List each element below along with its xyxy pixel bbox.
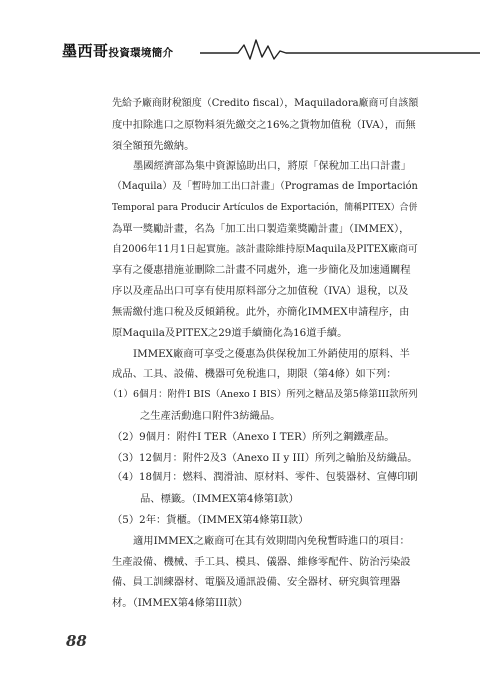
body-line: 度中扣除進口之原物料須先繳交之16%之貨物加值稅（IVA），而無 bbox=[112, 118, 416, 131]
list-item: （5）2年：貨櫃。（IMMEX第4條第II款） bbox=[112, 513, 309, 526]
body-line: 材。（IMMEX第4條第III款） bbox=[112, 597, 248, 610]
body-line: 原Maquila及PITEX之29道手續簡化為16道手續。 bbox=[112, 326, 348, 339]
page-header bbox=[60, 36, 420, 62]
body-line: Temporal para Producir Artículos de Exportación，簡稱PITEX）合併 bbox=[112, 202, 418, 213]
body-line: 墨國經濟部為集中資源協助出口，將原「保稅加工出口計畫」 bbox=[133, 160, 412, 173]
body-line: 自2006年11月1日起實施。該計畫除維持原Maquila及PITEX廠商可 bbox=[112, 243, 418, 255]
body-line: 為單一獎勵計畫，名為「加工出口製造業獎勵計畫」（IMMEX）， bbox=[112, 222, 410, 235]
body-line: 享有之優惠措施並刪除二計畫不同處外，進一步簡化及加速通關程 bbox=[112, 264, 411, 277]
body-line: 備、員工訓練器材、電腦及通訊設備、安全器材、研究與管理器 bbox=[112, 576, 401, 589]
list-item-continuation: 品、標籤。（IMMEX第4條第I款） bbox=[140, 493, 299, 506]
header-title bbox=[62, 40, 173, 61]
list-item: （3）12個月：附件2及3（Anexo II y III）所列之輪胎及紡織品。 bbox=[112, 451, 418, 464]
list-item: （2）9個月：附件I TER（Anexo I TER）所列之鋼鐵產品。 bbox=[112, 430, 395, 443]
body-line: （Maquila）及「暫時加工出口計畫」（Programas de Importación bbox=[112, 181, 418, 193]
body-line: 序以及產品出口可享有使用原料部分之加值稅（IVA）退稅，以及 bbox=[112, 285, 409, 298]
body-line: 適用IMMEX之廠商可在其有效期間內免稅暫時進口的項目： bbox=[133, 534, 410, 547]
header-title-main: 墨西哥 bbox=[62, 42, 109, 60]
body-line: 須全額預先繳納。 bbox=[112, 139, 195, 152]
body-line: 生產設備、機械、手工具、模具、儀器、維修零配件、防治污染設 bbox=[112, 555, 411, 568]
body-line: IMMEX廠商可享受之優惠為供保稅加工外銷使用的原料、半 bbox=[133, 347, 410, 360]
header-title-sub: 投資環境簡介 bbox=[108, 47, 174, 59]
heartbeat-line-icon bbox=[200, 36, 480, 62]
list-item: （1）6個月：附件I BIS（Anexo I BIS）所列之糖品及第5條第III款所列 bbox=[108, 389, 418, 401]
list-item-continuation: 之生產活動進口附件3紡織品。 bbox=[140, 409, 281, 422]
body-line: 無需繳付進口稅及反傾銷稅。此外，亦簡化IMMEX申請程序，由 bbox=[112, 305, 410, 318]
list-item: （4）18個月：燃料、潤滑油、原材料、零件、包裝器材、宣傳印刷 bbox=[112, 472, 418, 484]
page-number: 88 bbox=[66, 632, 87, 650]
body-line: 先給予廠商財稅額度（Credito fiscal），Maquiladora廠商可自該額 bbox=[112, 98, 419, 109]
body-text bbox=[108, 94, 419, 614]
body-line: 成品、工具、設備、機器可免稅進口，期限（第4條）如下列： bbox=[112, 368, 397, 381]
